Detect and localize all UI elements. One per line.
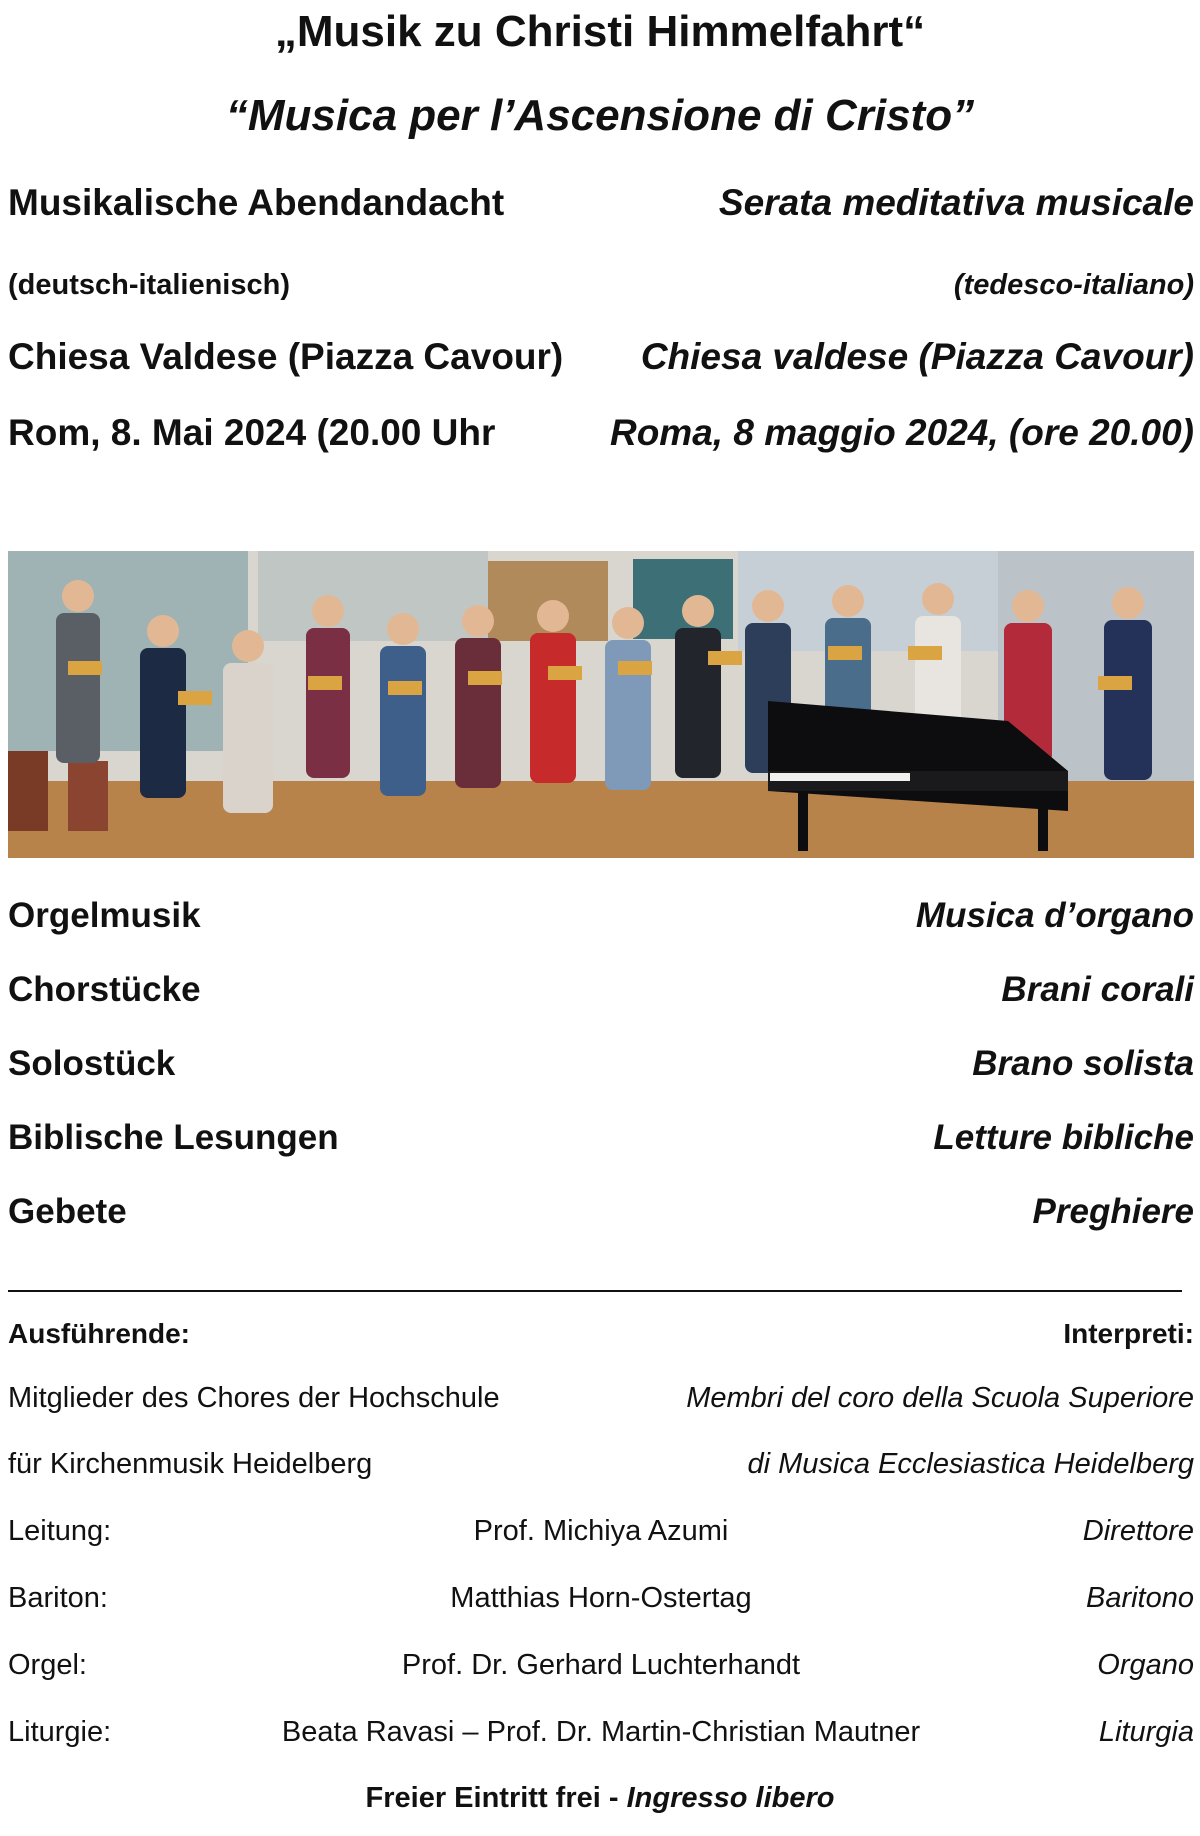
info-row-language <box>8 262 1194 308</box>
info-de: Chiesa Valdese (Piazza Cavour) <box>8 336 564 377</box>
info-it: Roma, 8 maggio 2024, (ore 20.00) <box>609 412 1194 453</box>
choir-line-2 <box>8 1444 1194 1484</box>
program-it: Preghiere <box>1032 1192 1194 1231</box>
info-row-service <box>8 180 1194 226</box>
program-de: Solostück <box>8 1044 176 1083</box>
program-row-solo <box>8 1042 1194 1086</box>
info-it: (tedesco-italiano) <box>953 269 1194 301</box>
credit-role-de: Orgel: <box>8 1649 87 1681</box>
admission-note <box>0 1778 1200 1818</box>
credit-role-it: Baritono <box>1085 1582 1194 1614</box>
info-de: (deutsch-italienisch) <box>8 269 290 301</box>
credit-name: Matthias Horn-Ostertag <box>450 1582 752 1614</box>
choir-photo-illustration <box>8 551 1194 858</box>
choir-line-1 <box>8 1378 1194 1418</box>
program-de: Orgelmusik <box>8 896 201 935</box>
title-italian: “Musica per l’Ascensione di Cristo” <box>225 91 975 140</box>
choir-it: di Musica Ecclesiastica Heidelberg <box>747 1448 1194 1480</box>
info-row-venue <box>8 334 1194 380</box>
performers-heading <box>8 1316 1194 1352</box>
credit-role-de: Liturgie: <box>8 1716 112 1748</box>
program-de: Chorstücke <box>8 970 201 1009</box>
credit-role-de: Leitung: <box>8 1515 112 1547</box>
choir-it: Membri del coro della Scuola Superiore <box>686 1382 1194 1414</box>
choir-photo <box>8 551 1194 858</box>
program-it: Musica d’organo <box>915 896 1194 935</box>
info-it: Chiesa valdese (Piazza Cavour) <box>640 336 1194 377</box>
section-divider <box>8 1290 1182 1292</box>
admission-it: Ingresso libero <box>626 1782 835 1814</box>
credit-row-liturgy <box>8 1712 1194 1752</box>
program-row-readings <box>8 1116 1194 1160</box>
program-row-organ <box>8 894 1194 938</box>
performers-heading-de: Ausführende: <box>8 1318 190 1349</box>
program-it: Brani corali <box>1001 970 1194 1009</box>
program-it: Brano solista <box>972 1044 1194 1083</box>
program-row-prayers <box>8 1190 1194 1234</box>
credit-role-de: Bariton: <box>8 1582 108 1614</box>
performers-heading-it: Interpreti: <box>1063 1318 1194 1349</box>
program-de: Biblische Lesungen <box>8 1118 339 1157</box>
credit-role-it: Liturgia <box>1098 1716 1194 1748</box>
credit-name: Beata Ravasi – Prof. Dr. Martin-Christian Mautner <box>281 1716 921 1748</box>
program-row-choir <box>8 968 1194 1012</box>
admission-de: Freier Eintritt frei - <box>365 1782 619 1814</box>
credit-role-it: Direttore <box>1082 1515 1194 1547</box>
info-it: Serata meditativa musicale <box>718 182 1194 223</box>
info-row-date <box>8 410 1194 456</box>
credit-name: Prof. Michiya Azumi <box>473 1515 729 1547</box>
credit-role-it: Organo <box>1097 1649 1194 1681</box>
info-de: Musikalische Abendandacht <box>8 182 505 223</box>
program-de: Gebete <box>8 1192 127 1231</box>
choir-de: für Kirchenmusik Heidelberg <box>8 1448 373 1480</box>
credit-row-baritone <box>8 1578 1194 1618</box>
choir-de: Mitglieder des Chores der Hochschule <box>8 1382 500 1414</box>
program-it: Letture bibliche <box>933 1118 1194 1157</box>
credit-row-conductor <box>8 1511 1194 1551</box>
info-de: Rom, 8. Mai 2024 (20.00 Uhr <box>8 412 496 453</box>
credit-row-organ <box>8 1645 1194 1685</box>
credit-name: Prof. Dr. Gerhard Luchterhandt <box>401 1649 801 1681</box>
title-german: „Musik zu Christi Himmelfahrt“ <box>274 7 926 56</box>
